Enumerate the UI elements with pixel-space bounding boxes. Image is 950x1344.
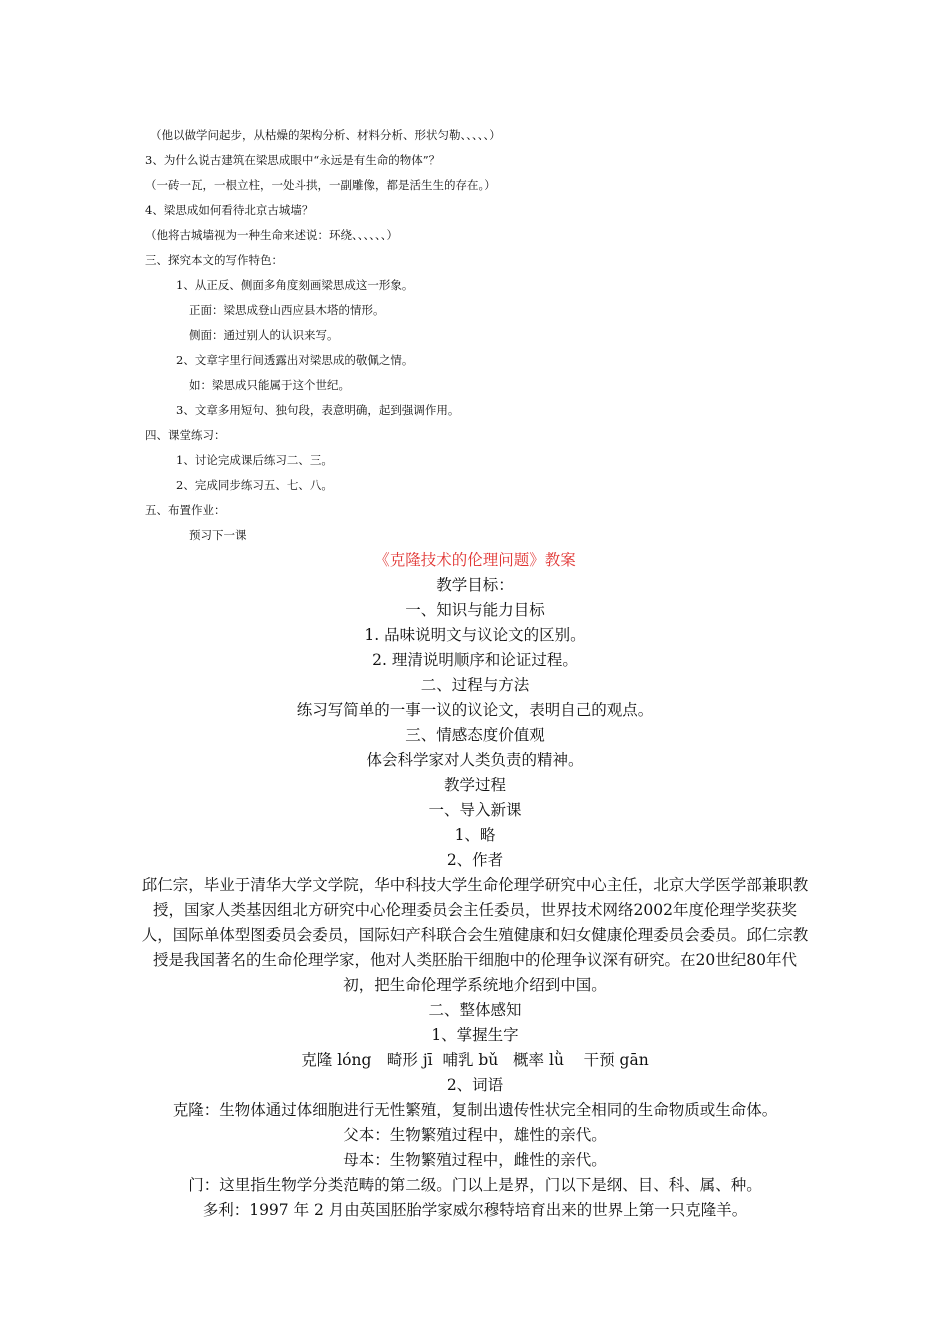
list-item: 3、文章多用短句、独句段，表意明确，起到强调作用。 xyxy=(176,403,460,417)
process-item: 2、作者 xyxy=(446,851,504,869)
list-item: 1、从正反、侧面多角度刻画梁思成这一形象。 xyxy=(176,278,414,292)
question-line: 4、梁思成如何看待北京古城墙？ xyxy=(145,203,314,217)
section-heading: 三、探究本文的写作特色： xyxy=(145,253,283,267)
new-characters: 克隆 lóng 畸形 jī 哺乳 bǔ 概率 lǜ 干预 gān xyxy=(301,1051,649,1069)
section-heading: 四、课堂练习： xyxy=(145,428,226,442)
word-definition: 克隆：生物体通过体细胞进行无性繁殖，复制出遗传性状完全相同的生命物质或生命体。 xyxy=(172,1101,778,1119)
goal-section-1: 一、知识与能力目标 xyxy=(405,601,545,619)
answer-line: （一砖一瓦，一根立柱，一处斗拱，一副雕像，都是活生生的存在。） xyxy=(145,178,496,192)
process-section-1: 一、导入新课 xyxy=(428,801,522,819)
lesson-title: 《克隆技术的伦理问题》教案 xyxy=(374,551,576,569)
process-item: 1、略 xyxy=(454,826,496,844)
goal-item: 2. 理清说明顺序和论证过程。 xyxy=(372,651,578,669)
goal-heading: 教学目标： xyxy=(436,576,514,594)
list-item: 预习下一课 xyxy=(189,528,247,542)
goal-item: 练习写简单的一事一议的议论文，表明自己的观点。 xyxy=(296,701,654,719)
process-heading: 教学过程 xyxy=(443,776,506,794)
answer-line: （他将古城墙视为一种生命来述说：环绕、、、、、、） xyxy=(145,228,398,242)
process-item: 2、词语 xyxy=(446,1076,504,1094)
list-item: 1、讨论完成课后练习二、三。 xyxy=(176,453,333,467)
list-subitem: 侧面：通过别人的认识来写。 xyxy=(189,328,339,342)
list-subitem: 正面：梁思成登山西应县木塔的情形。 xyxy=(189,303,385,317)
goal-section-3: 三、情感态度价值观 xyxy=(405,726,545,744)
word-definition: 父本：生物繁殖过程中，雄性的亲代。 xyxy=(343,1126,607,1144)
question-line: 3、为什么说古建筑在梁思成眼中“永远是有生命的物体”？ xyxy=(145,153,441,167)
word-definition: 多利：1997 年 2 月由英国胚胎学家威尔穆特培育出来的世界上第一只克隆羊。 xyxy=(202,1201,748,1219)
list-subitem: 如：梁思成只能属于这个世纪。 xyxy=(189,378,350,392)
answer-line: （他以做学问起步，从枯燥的架构分析、材料分析、形状匀勒、、、、、） xyxy=(150,128,501,142)
process-section-2: 二、整体感知 xyxy=(428,1001,522,1019)
goal-section-2: 二、过程与方法 xyxy=(420,676,530,694)
goal-item: 体会科学家对人类负责的精神。 xyxy=(366,751,584,769)
word-definition: 母本：生物繁殖过程中，雌性的亲代。 xyxy=(343,1151,607,1169)
author-paragraph: 邱仁宗，毕业于清华大学文学院，华中科技大学生命伦理学研究中心主任，北京大学医学部兼职教授，国家人类基因组北方研究中心伦理委员会主任委员，世界技术网络2002年度伦理学奖获奖人，国际单体型图委员会委员，国际妇产科联合会生殖健康和妇女健康伦理委员会委员。邱仁宗教授是我国著名的生命伦理学家，他对人类胚胎干细胞中的伦理争议深有研究。在20世纪80年代初，把生命伦理学系统地介绍到中国。 xyxy=(141,876,809,994)
word-definition: 门：这里指生物学分类范畴的第二级。门以上是界，门以下是纲、目、科、属、种。 xyxy=(188,1176,762,1194)
list-item: 2、完成同步练习五、七、八。 xyxy=(176,478,333,492)
section-heading: 五、布置作业： xyxy=(145,503,226,517)
list-item: 2、文章字里行间透露出对梁思成的敬佩之情。 xyxy=(176,353,414,367)
process-item: 1、掌握生字 xyxy=(431,1026,519,1044)
goal-item: 1. 品味说明文与议论文的区别。 xyxy=(364,626,586,644)
